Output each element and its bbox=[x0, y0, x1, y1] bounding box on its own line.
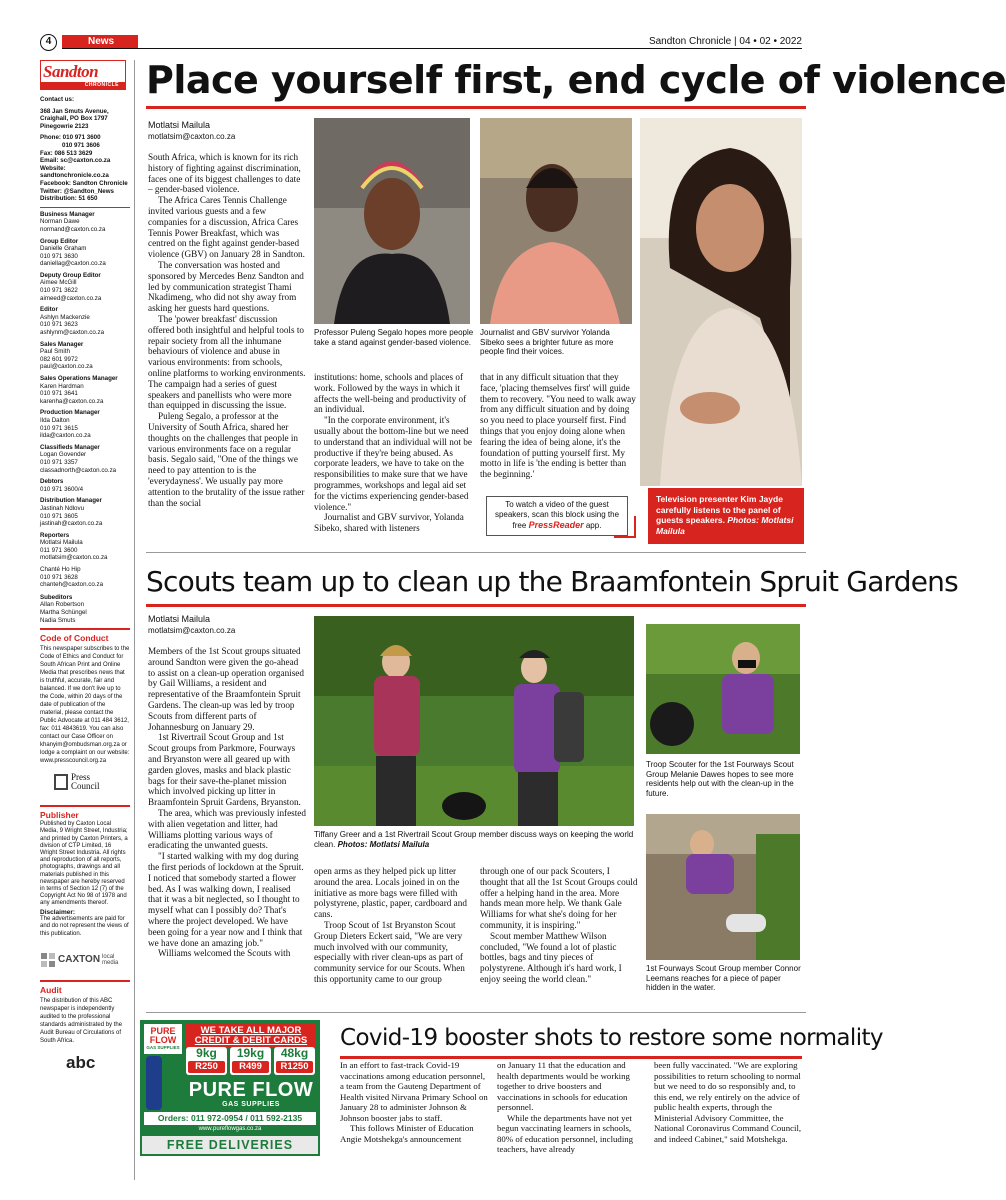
audit-title: Audit bbox=[40, 984, 62, 995]
staff-phone: 010 971 3605 bbox=[40, 512, 78, 520]
staff-role: Business Manager bbox=[40, 210, 95, 218]
ad-brand: PURE FLOW bbox=[188, 1079, 314, 1101]
staff-role: Distribution Manager bbox=[40, 497, 102, 505]
audit-block bbox=[40, 980, 130, 1073]
staff-email[interactable]: jastinah@caxton.co.za bbox=[40, 520, 103, 528]
article2-col1 bbox=[148, 646, 306, 1006]
staff-name: Ashlyn Mackenzie bbox=[40, 313, 90, 321]
article2-author: Motlatsi Mailula bbox=[148, 614, 211, 624]
staff-entry bbox=[40, 375, 130, 405]
contact-block bbox=[40, 96, 130, 203]
staff-name: Ilda Dalton bbox=[40, 416, 70, 424]
subeditors-title: Subeditors bbox=[40, 593, 73, 601]
caption-puleng: Professor Puleng Segalo hopes more people take a stand against gender-based violence. bbox=[314, 328, 474, 347]
page-number: 4 bbox=[40, 34, 57, 51]
sandton-chronicle-logo: Sandton CHRONICLE bbox=[40, 60, 126, 90]
staff-entry bbox=[40, 532, 130, 562]
staff-role: Debtors bbox=[40, 478, 64, 486]
article2-col2 bbox=[314, 866, 472, 1006]
paragraph: been fully vaccinated. "We are exploring possibilities to return schooling to normal but we need to do so responsibly and, to this end, we rely entirely on the advice of public health experts, through the Ministerial Advisory Committee, the National Coronavirus Command Council, and indeed Cabinet," said Motshekga. bbox=[654, 1060, 802, 1144]
contact-address: 368 Jan Smuts Avenue, Craighall, PO Box 1797 Pinegowrie 2123 bbox=[40, 107, 109, 130]
staff-name: Logan Govender bbox=[40, 451, 87, 459]
article3-headline: Covid-19 booster shots to restore some normality bbox=[340, 1025, 883, 1051]
staff-phone: 010 971 3622 bbox=[40, 287, 78, 295]
article2-headline: Scouts team up to clean up the Braamfontein Spruit Gardens bbox=[146, 565, 958, 598]
article2-author-email: motlatsim@caxton.co.za bbox=[148, 626, 236, 635]
staff-role: Editor bbox=[40, 306, 58, 314]
staff-name: Aimee McGill bbox=[40, 279, 77, 287]
contact-facebook: Facebook: Sandton Chronicle bbox=[40, 179, 128, 187]
scene-image bbox=[314, 616, 634, 826]
paragraph: open arms as they helped pick up litter around the area. Locals joined in on the initiative as more bags were filled with polystyrene, plastic, paper, cardboard and cans. bbox=[314, 866, 467, 920]
staff-entry bbox=[40, 341, 130, 371]
staff-name: Karen Hardman bbox=[40, 382, 84, 390]
publisher-block bbox=[40, 805, 130, 938]
paragraph: Journalist and GBV survivor, Yolanda Sibeko, shared with listeners bbox=[314, 512, 464, 534]
contact-title: Contact us: bbox=[40, 96, 75, 103]
staff-role: Reporters bbox=[40, 531, 70, 539]
portrait-image bbox=[314, 118, 470, 324]
caption-kim-jayde: Television presenter Kim Jayde carefully listens to the panel of guests speakers. Photos: Motlatsi Mailula bbox=[648, 488, 804, 544]
ad-free-deliveries: FREE DELIVERIES bbox=[142, 1136, 318, 1154]
contact-website: Website: sandtonchronicle.co.za bbox=[40, 164, 109, 180]
scan-block[interactable]: To watch a video of the guest speakers, scan this block using the free PressReader app. bbox=[486, 496, 628, 536]
subeditors-block bbox=[40, 594, 130, 624]
paragraph: The conversation was hosted and sponsored by Mercedes Benz Sandton and led by communication strategist Thami Nkadimeng, who did not shy away from asking her guests hard questions. bbox=[148, 259, 304, 314]
gas-cylinder-icon bbox=[146, 1056, 162, 1110]
staff-email: chanteh@caxton.co.za bbox=[40, 581, 104, 589]
article2-byline bbox=[148, 614, 235, 636]
photo-yolanda-sibeko bbox=[480, 118, 632, 324]
ad-price-item bbox=[230, 1047, 271, 1075]
scan-corner-mark bbox=[614, 516, 636, 538]
staff-phone: 082 601 9972 bbox=[40, 355, 78, 363]
article3-col1 bbox=[340, 1060, 490, 1160]
staff-phone: 011 971 3600 bbox=[40, 546, 78, 554]
ad-website: www.pureflowgas.co.za bbox=[198, 1126, 262, 1132]
caxton-logo: CAXTON local media bbox=[40, 952, 130, 968]
ad-price-item bbox=[186, 1047, 227, 1075]
staff-email[interactable]: aimeed@caxton.co.za bbox=[40, 294, 102, 302]
article3-col2 bbox=[497, 1060, 647, 1160]
staff-phone: 010 971 3615 bbox=[40, 424, 78, 432]
ad-orders: Orders: 011 972-0954 / 011 592-2135 bbox=[144, 1112, 316, 1125]
header-rule bbox=[62, 48, 802, 49]
staff-phone: 010 971 3630 bbox=[40, 252, 78, 260]
contact-twitter: Twitter: @Sandton_News bbox=[40, 187, 114, 195]
staff-entry bbox=[40, 444, 130, 474]
paragraph: The 'power breakfast' discussion offered both insightful and helpful tools to repair society from all the inhumane behaviours of violence and abuse in various environments: from schools, online platforms to working environments. The campaign had a series of guest speakers and panellists who were more than equipped in discussing the issue. bbox=[148, 313, 306, 411]
paragraph: "I started walking with my dog during the first periods of lockdown at the Spruit. I noticed that somebody started a flower bed. As I was walking down, I realised that it was a bit neglected, so I thought to myself what can I possibly do? That's where the project developed. We have been going for a year now and I think that we have done an amazing job." bbox=[148, 851, 304, 948]
staff-role: Production Manager bbox=[40, 409, 100, 417]
section-divider bbox=[146, 552, 806, 553]
paragraph: Members of the 1st Scout groups situated around Sandton were given the go-ahead to assist on a clean-up operation organised by Gail Williams, a resident and representative of the Braamfontein Spruit Gardens. The clean-up was led by troop Scouts from different parts of Johannesburg on January 29. bbox=[148, 646, 304, 732]
staff-phone: 010 971 3623 bbox=[40, 321, 78, 329]
paragraph: "In the corporate environment, it's usually about the bottom-line but we need to understand that an individual will not be productive if they're being abused. As corporate leaders, we have to take on the responsibilities to make sure that we have programmes, workshops and legal aid set for the victims experiencing gender-based violence." bbox=[314, 415, 472, 512]
staff-phone: 010 971 3641 bbox=[40, 390, 78, 398]
abc-logo: abc bbox=[66, 1052, 96, 1072]
article1-headline: Place yourself first, end cycle of violence bbox=[146, 58, 1006, 102]
staff-role: Group Editor bbox=[40, 237, 79, 245]
ad-price-value: R250 bbox=[188, 1061, 225, 1073]
paragraph: While the departments have not yet begun vaccinating learners in schools, 80% of education personnel, including teachers, have already bbox=[497, 1112, 634, 1154]
staff-name: Paul Smith bbox=[40, 348, 70, 356]
audit-body: The distribution of this ABC newspaper is independently audited to the professional standards administrated by the Audit Bureau of Circulations of South Africa. bbox=[40, 997, 123, 1044]
staff-name: Motlatsi Mailula bbox=[40, 539, 83, 547]
staff-email[interactable]: motlatsim@caxton.co.za bbox=[40, 554, 108, 562]
ad-price-value: R499 bbox=[232, 1061, 269, 1073]
photo-puleng-segalo bbox=[314, 118, 470, 324]
publication-dateline: Sandton Chronicle | 04 • 02 • 2022 bbox=[648, 36, 802, 47]
section-divider-2 bbox=[146, 1012, 806, 1013]
caption-yolanda: Journalist and GBV survivor Yolanda Sibeko sees a brighter future as more people find their voices. bbox=[480, 328, 614, 356]
publisher-body: Published by Caxton Local Media, 9 Wright Street, Industria; and printed by Caxton Printers, a division of CTP Limited, 16 Wright Street Industria. All rights and reproduction of all reports, photographs, drawings and all materials published in this newspaper are hereby reserved in terms of Section 12 (7) of the Copyright Act No 98 of 1978 and any amendments thereof. bbox=[40, 821, 128, 907]
article3-rule bbox=[340, 1056, 802, 1059]
staff-entry bbox=[40, 409, 130, 439]
staff-role: Classifieds Manager bbox=[40, 443, 100, 451]
paragraph: on January 11 that the education and health departments would be working together to drive boosters and vaccinations in schools for education personnel. bbox=[497, 1060, 630, 1112]
ad-price-value: R1250 bbox=[276, 1061, 313, 1073]
pressreader-logo: PressReader bbox=[528, 520, 584, 530]
photo-scouts-cleanup bbox=[314, 616, 634, 826]
paragraph: The Africa Cares Tennis Challenge invited various guests and a few companies for a discussion, Africa Cares Tennis Power Breakfast, which was centred on the fight against gender-based violence (GBV) on January 28 in Sandton. bbox=[148, 195, 305, 260]
staff-entry bbox=[40, 497, 130, 527]
paragraph: Scout member Matthew Wilson concluded, "We found a lot of plastic bottles, bags and tiny pieces of polystyrene. Although it's hard work, I enjoy seeing the world clean." bbox=[480, 930, 622, 984]
ad-price-weight: 48kg bbox=[280, 1046, 309, 1060]
caption-connor: 1st Fourways Scout Group member Connor Leemans reaches for a piece of paper hidden in the water. bbox=[646, 964, 801, 992]
staff-role: Sales Manager bbox=[40, 340, 84, 348]
paragraph: In an effort to fast-track Covid-19 vaccinations among education personnel, a team from the Gauteng Department of Health visited Nirvana Primary School on January 28 to administer Johnson & Johnson booster jabs to staff. bbox=[340, 1060, 488, 1123]
staff-name: 010 971 3600/4 bbox=[40, 485, 84, 493]
ad-price-weight: 9kg bbox=[196, 1046, 217, 1060]
ad-price-weight: 19kg bbox=[236, 1046, 265, 1060]
article1-author-email: motlatsim@caxton.co.za bbox=[148, 132, 236, 141]
photo-connor-leemans bbox=[646, 814, 800, 960]
paragraph: The area, which was previously infested with alien vegetation and litter, had Williams plotting various ways of eradicating the unwanted guests. bbox=[148, 807, 306, 851]
article1-author: Motlatsi Mailula bbox=[148, 120, 211, 130]
contact-phone-2: 010 971 3606 bbox=[62, 141, 100, 149]
ad-headline: WE TAKE ALL MAJOR CREDIT & DEBIT CARDS bbox=[186, 1024, 316, 1048]
contact-email: Email: sc@caxton.co.za bbox=[40, 157, 111, 165]
staff-entry bbox=[40, 306, 130, 336]
paragraph: Puleng Segalo, a professor at the University of South Africa, shared her thoughts on the challenges that people in various environments face on a regular basis. Segalo said, "One of the things we need to pay attention to is the 'everydayness'. We usually pay more attention to the brutality of the issue rather than the social bbox=[148, 411, 305, 508]
paragraph: that in any difficult situation that they face, 'placing themselves first' will guide them to recovery. "You need to walk away from any difficult situation and by doing so you need to place yourself first. Find things that you enjoy doing alone when fearing the idea of being alone, it's the foundation of putting yourself first. My motto in life is 'the ending is better than the beginning.' bbox=[480, 372, 636, 480]
portrait-image bbox=[480, 118, 632, 324]
paragraph: through one of our pack Scouters, I thought that all the 1st Scout Groups could offer a helping hand in the area. More hands mean more help. We thank Gale Williams for what she's doing for her community, it is inspiring." bbox=[480, 866, 638, 930]
publisher-title: Publisher bbox=[40, 810, 79, 821]
staff-phone: 010 971 3628 bbox=[40, 573, 78, 581]
press-council-icon bbox=[54, 774, 68, 790]
staff-email[interactable]: classadnorth@caxton.co.za bbox=[40, 466, 117, 474]
staff-email[interactable]: normand@caxton.co.za bbox=[40, 225, 106, 233]
masthead-sidebar bbox=[40, 60, 130, 1200]
disclaimer-title: Disclaimer: bbox=[40, 908, 76, 916]
article1-col3 bbox=[480, 372, 638, 492]
staff-name: Danielle Graham bbox=[40, 245, 87, 253]
contact-phone: Phone: 010 971 3600 bbox=[40, 134, 101, 142]
disclaimer-body: The advertisements are paid for and do not represent the views of this publication. bbox=[40, 916, 129, 937]
sidebar-divider bbox=[134, 60, 135, 1180]
scene-image bbox=[646, 814, 800, 960]
staff-entry bbox=[40, 272, 130, 302]
paragraph: This follows Minister of Education Angie Motshekga's announcement bbox=[340, 1123, 474, 1144]
ad-price-item bbox=[274, 1047, 315, 1075]
caption-scouts-main: Tiffany Greer and a 1st Rivertrail Scout Group member discuss ways on keeping the world clean. Photos: Motlatsi Mailula bbox=[314, 830, 634, 849]
article3-col3 bbox=[654, 1060, 804, 1160]
staff-phone: 010 971 3357 bbox=[40, 458, 78, 466]
article1-byline bbox=[148, 120, 235, 142]
press-council-logo: Press Council bbox=[54, 773, 130, 791]
staff-email[interactable]: karenha@caxton.co.za bbox=[40, 397, 104, 405]
staff-email[interactable]: paul@caxton.co.za bbox=[40, 363, 93, 371]
staff-name: Jastinah Ndlovu bbox=[40, 504, 85, 512]
staff-entry bbox=[40, 238, 130, 268]
paragraph: South Africa, which is known for its rich history of fighting against discrimination, faces one of its biggest challenges to date – gender-based violence. bbox=[148, 152, 301, 195]
photo-kim-jayde bbox=[640, 118, 802, 486]
article1-col1 bbox=[148, 152, 306, 542]
staff-email[interactable]: ashlynm@caxton.co.za bbox=[40, 329, 105, 337]
paragraph: Williams welcomed the Scouts with bbox=[158, 948, 291, 959]
code-body: This newspaper subscribes to the Code of Ethics and Conduct for South African Print and Online Media that prescribes news that is truthful, accurate, fair and balanced. If we don't live up to the Code, within 20 days of the date of publication of the material, please contact the Public Advocate at 011 484 3612, fax: 011 4843619. You can also contact our Case Officer on khanyim@ombudsman.org.za or lodge a complaint on our website: www.presscouncil.org.za bbox=[40, 646, 130, 765]
subeditors-names: Allan Robertson Martha Schüngel Nadia Smuts bbox=[40, 601, 87, 624]
article1-col2 bbox=[314, 372, 472, 542]
photo-melanie-dawes bbox=[646, 624, 800, 754]
staff-role: Deputy Group Editor bbox=[40, 271, 101, 279]
paragraph: Troop Scout of 1st Bryanston Scout Group Dieters Eckert said, "We are very much involved with our community, especially with river clean-ups as part of community service for our Scouts. When this opportunity came to our group bbox=[314, 919, 465, 984]
staff-entry bbox=[40, 566, 130, 589]
article1-rule bbox=[146, 106, 806, 109]
section-tab: News bbox=[62, 35, 138, 49]
staff-name: Norman Dawe bbox=[40, 218, 80, 226]
contact-distribution: Distribution: 51 650 bbox=[40, 195, 98, 203]
portrait-image bbox=[640, 118, 802, 486]
caption-melanie: Troop Scouter for the 1st Fourways Scout Group Melanie Dawes hopes to see more residents help out with the clean-up in the future. bbox=[646, 760, 794, 798]
staff-entry bbox=[40, 478, 130, 493]
article2-col3 bbox=[480, 866, 638, 1006]
staff-email[interactable]: daniellag@caxton.co.za bbox=[40, 260, 106, 268]
staff-email[interactable]: ilda@caxton.co.za bbox=[40, 432, 91, 440]
caxton-icon bbox=[40, 952, 56, 968]
code-of-conduct bbox=[40, 628, 130, 791]
staff-name: Chanté Ho Hip bbox=[40, 566, 81, 574]
paragraph: institutions: home, schools and places of work. Followed by the ways in which it affects the well-being and productivity of an individual. bbox=[314, 372, 467, 415]
code-title: Code of Conduct bbox=[40, 633, 109, 644]
ad-brand-sub: GAS SUPPLIES bbox=[222, 1101, 280, 1108]
article2-rule bbox=[146, 604, 806, 607]
paragraph: 1st Rivertrail Scout Group and 1st Scout groups from Parkmore, Fourways and Bryanston were all geared up with garden gloves, masks and black plastic bags for their save-the-planet mission which involved picking up litter in Braamfontein Spruit Gardens, Bryanston. bbox=[148, 732, 301, 808]
pure-flow-advert[interactable] bbox=[140, 1020, 320, 1156]
staff-entry bbox=[40, 211, 130, 234]
ad-logo: PURE FLOW GAS SUPPLIES bbox=[144, 1024, 182, 1054]
staff-list bbox=[40, 207, 130, 625]
scene-image bbox=[646, 624, 800, 754]
staff-role: Sales Operations Manager bbox=[40, 375, 118, 382]
contact-fax: Fax: 086 513 3629 bbox=[40, 149, 93, 157]
ad-price-list bbox=[186, 1047, 315, 1075]
